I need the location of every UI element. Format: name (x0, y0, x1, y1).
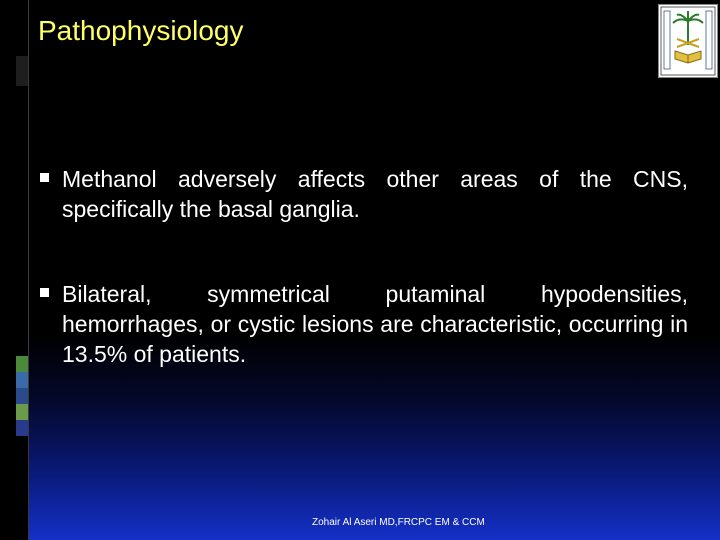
decorative-color-bars (16, 356, 28, 436)
slide-footer: Zohair Al Aseri MD,FRCPC EM & CCM (312, 517, 485, 528)
decorative-accent-block (16, 56, 28, 86)
square-bullet-icon (40, 288, 49, 297)
bullet-item (62, 164, 688, 224)
square-bullet-icon (40, 173, 49, 182)
bullet-text: Methanol adversely affects other areas of the CNS, specifically the basal ganglia. (62, 166, 688, 222)
university-logo-icon (658, 4, 718, 78)
bullet-item (62, 279, 688, 369)
bullet-text: Bilateral, symmetrical putaminal hypodensities, hemorrhages, or cystic lesions are characteristic, occurring in 13.5% of patients. (62, 281, 688, 367)
slide-title: Pathophysiology (38, 15, 244, 46)
left-divider-line (28, 0, 29, 540)
